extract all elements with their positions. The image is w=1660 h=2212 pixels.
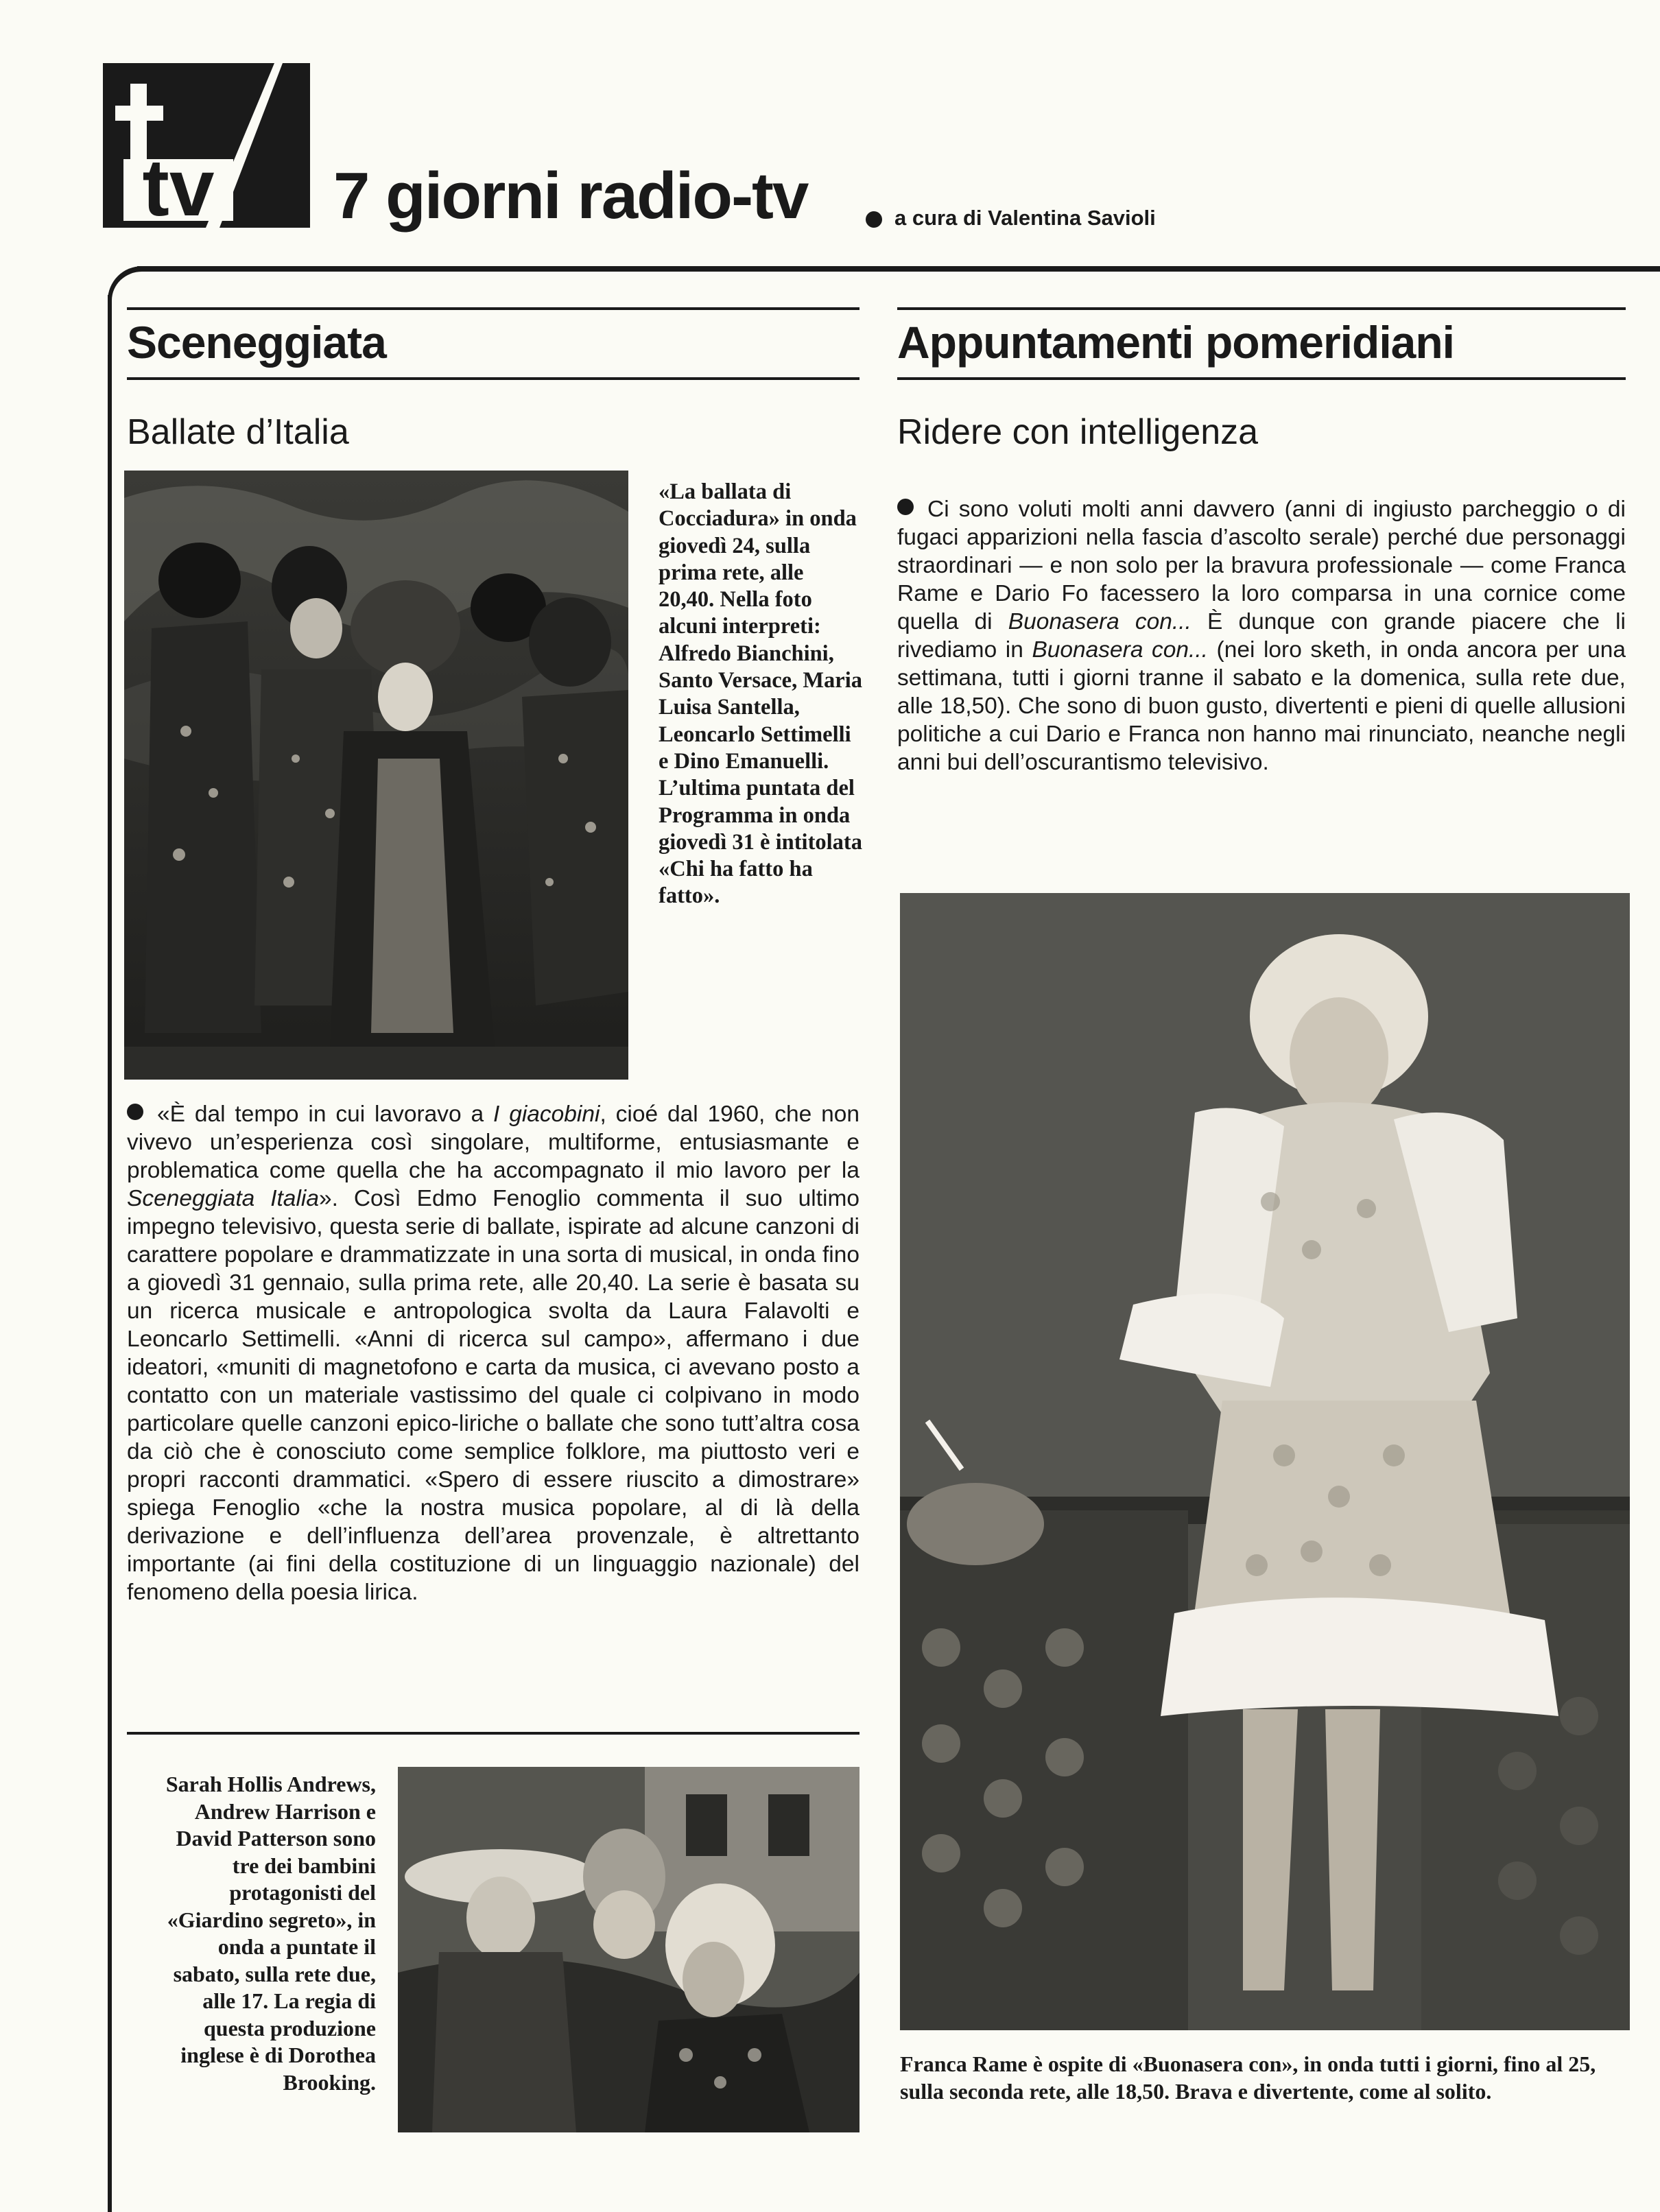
top-frame-rule [137,266,1660,272]
left-article-seg-1: I giacobini [493,1102,600,1127]
giardino-photo [398,1767,859,2132]
masthead-title: 7 giorni radio-tv [333,159,808,233]
tv-logo [103,63,310,228]
left-article-seg-0: «È dal tempo in cui lavoravo a [127,1102,493,1127]
right-section-rule-bottom [897,377,1626,380]
bullet-icon [866,211,882,228]
giardino-photo-caption: Sarah Hollis Andrews, Andrew Harrison e David Patterson sono tre dei bambini protagonisti del «Giardino segreto», in onda a puntate il sabato, sulla rete due, alle 17. La regia di questa produzione inglese è di Dorothea Brooking. [165,1772,376,2095]
left-frame-rule [108,295,112,2212]
right-subheading: Ridere con intelligenza [897,412,1259,452]
sceneggiata-photo-caption: «La ballata di Cocciadura» in onda giovedì 24, sulla prima rete, alle 20,40. Nella foto alcuni interpreti: Alfredo Bianchini, Santo Versace, Maria Luisa Santella, Leoncarlo Settimelli e Dino Emanuelli. L’ultima puntata del Programma in onda giovedì 31 è intitolata «Chi ha fatto ha fatto». [659,479,862,909]
franca-rame-photo-caption: Franca Rame è ospite di «Buonasera con», in onda tutti i giorni, fino al 25, sulla seconda rete, alle 18,50. Brava e divertente, come al solito. [900,2052,1596,2104]
left-article-seg-4: ». Così Edmo Fenoglio commenta il suo ultimo impegno televisivo, questa serie di ballate, ispirate ad alcune canzoni di carattere popolare e drammatizzate in una sorta di musical, in onda fino a giovedì 31 gennaio, sulla prima rete, alle 20,40. La serie è basata su un ricerca musicale e antropologica svolta da Laura Falavolti e Leoncarlo Settimelli. «Anni di ricerca sul campo», affermano i due ideatori, «muniti di magnetofono e carta da musica, ci avevano posto a contatto con un materiale vastissimo del quale ci colpivano in modo particolare quelle canzoni epico-liriche o ballate che sono tutt’altra cosa da ciò che è conosciuto come semplice folklore, ma piuttosto veri e propri racconti drammatici. «Spero di essere riuscito a dimostrare» spiega Fenoglio «che la nostra musica popolare, al di là della derivazione e dell’influenza dell’area provenzale, è altrettanto importante (ai fini della costituzione di un linguaggio nazionale) del fenomeno della poesia lirica. [127,1186,859,1605]
sceneggiata-photo [124,471,628,1080]
left-article [127,1100,859,1606]
frame-corner [108,266,142,300]
right-article-seg-3: Buonasera con... [1032,637,1208,663]
right-article [897,495,1626,776]
left-subheading: Ballate d’Italia [127,412,349,452]
left-section-rule-top [127,307,859,310]
right-article-seg-0: Ci sono voluti molti anni davvero (anni di ingiusto parcheggio o di fugaci apparizioni nella fascia d’ascolto serale) perché due personaggi straordinari — e non solo per la bravura professionale — come Franca Rame e Dario Fo facessero la loro comparsa in una cornice come quella di [897,497,1626,634]
right-article-seg-2: È dunque con grande piacere che li rivediamo in [897,609,1626,663]
right-article-seg-4: (nei loro sketh, in onda ancora per una settimana, tutti i giorni tranne il sabato e la domenica, sulla rete due, alle 18,50). Che sono di buon gusto, divertenti e pieni di quelle allusioni politiche a cui Dario e Franca non hanno mai rinunciato, neanche negli anni bui dell’oscurantismo televisivo. [897,637,1626,775]
left-section-title: Sceneggiata [127,317,386,368]
credit-text: a cura di Valentina Savioli [894,206,1156,230]
left-section-rule-bottom [127,377,859,380]
right-section-title: Appuntamenti pomeridiani [897,317,1455,368]
right-section-rule-top [897,307,1626,310]
left-bottom-rule [127,1732,859,1735]
left-article-seg-3: Sceneggiata Italia [127,1186,319,1211]
masthead-credit [866,206,1156,230]
logo-text: tv [142,143,215,228]
franca-rame-photo [900,893,1630,2030]
left-article-seg-2: , cioé dal 1960, che non vivevo un’esperienza così singolare, multiforme, entusiasmante e problematica come quella che ha accompagnato il mio lavoro per la [127,1102,860,1183]
right-article-seg-1: Buonasera con... [1008,609,1191,634]
